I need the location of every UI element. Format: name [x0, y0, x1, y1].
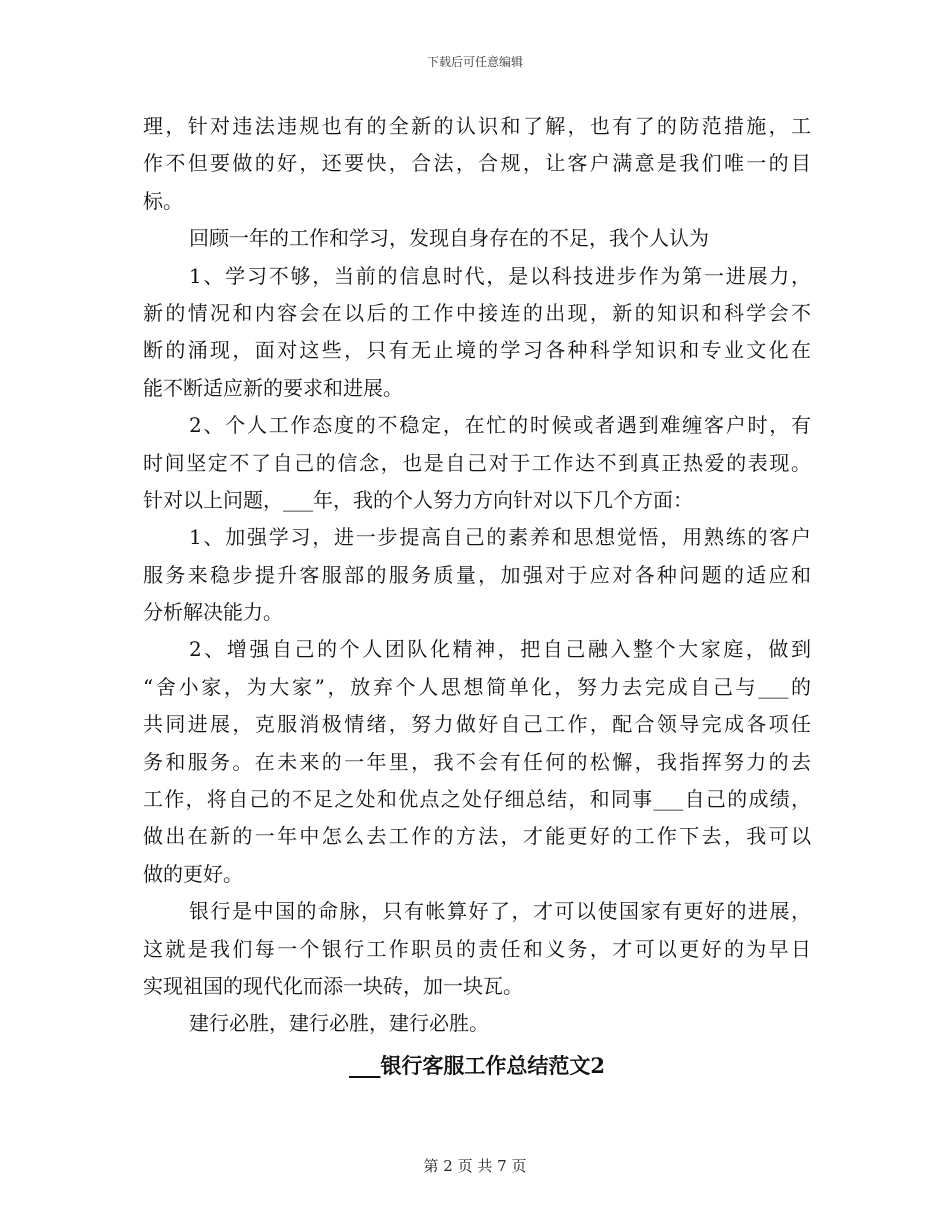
body-line: “舍小家，为大家”，放弃个人思想简单化，努力去完成自己与___的	[143, 674, 811, 699]
body-line: 这就是我们每一个银行工作职员的责任和义务，才可以更好的为早日	[143, 936, 811, 961]
body-line: 回顾一年的工作和学习，发现自身存在的不足，我个人认为	[189, 226, 709, 251]
body-line: 务和服务。在未来的一年里，我不会有任何的松懈，我指挥努力的去	[143, 749, 811, 774]
body-line: 服务来稳步提升客服部的服务质量，加强对于应对各种问题的适应和	[143, 562, 811, 587]
body-line: 能不断适应新的要求和进展。	[143, 375, 403, 400]
body-line: 时间坚定不了自己的信念，也是自己对于工作达不到真正热爱的表现。	[143, 450, 811, 475]
body-line: 标。	[143, 188, 183, 213]
document-body	[143, 108, 811, 1084]
body-line: 新的情况和内容会在以后的工作中接连的出现，新的知识和科学会不	[143, 300, 811, 325]
body-line: 工作，将自己的不足之处和优点之处仔细总结，和同事___自己的成绩，	[143, 787, 811, 812]
body-line: 建行必胜，建行必胜，建行必胜。	[189, 1011, 489, 1036]
body-line: 实现祖国的现代化而添一块砖，加一块瓦。	[143, 973, 523, 998]
page-footer: 第 2 页 共 7 页	[423, 1157, 527, 1175]
body-line: 理，针对违法违规也有的全新的认识和了解，也有了的防范措施，工	[143, 114, 811, 138]
body-line: 作不但要做的好，还要快，合法，合规，让客户满意是我们唯一的目	[143, 151, 811, 176]
body-line: 共同进展，克服消极情绪，努力做好自己工作，配合领导完成各项任	[143, 712, 811, 737]
section-title: ___银行客服工作总结范文2	[348, 1052, 606, 1078]
body-line: 2、增强自己的个人团队化精神，把自己融入整个大家庭，做到	[189, 637, 811, 662]
body-line: 做的更好。	[143, 861, 243, 886]
body-line: 针对以上问题，___年，我的个人努力方向针对以下几个方面：	[143, 487, 693, 512]
body-line: 分析解决能力。	[143, 600, 283, 625]
body-line: 做出在新的一年中怎么去工作的方法，才能更好的工作下去，我可以	[143, 824, 811, 849]
body-line: 1、加强学习，进一步提高自己的素养和思想觉悟，用熟练的客户	[189, 525, 811, 550]
body-line: 2、个人工作态度的不稳定，在忙的时候或者遇到难缠客户时，有	[189, 413, 811, 438]
body-line: 1、学习不够，当前的信息时代，是以科技进步作为第一进展力，	[189, 263, 811, 288]
page-header: 下载后可任意编辑	[426, 55, 523, 69]
body-line: 断的涌现，面对这些，只有无止境的学习各种科学知识和专业文化在	[143, 338, 811, 363]
body-line: 银行是中国的命脉，只有帐算好了，才可以使国家有更好的进展，	[189, 899, 811, 924]
